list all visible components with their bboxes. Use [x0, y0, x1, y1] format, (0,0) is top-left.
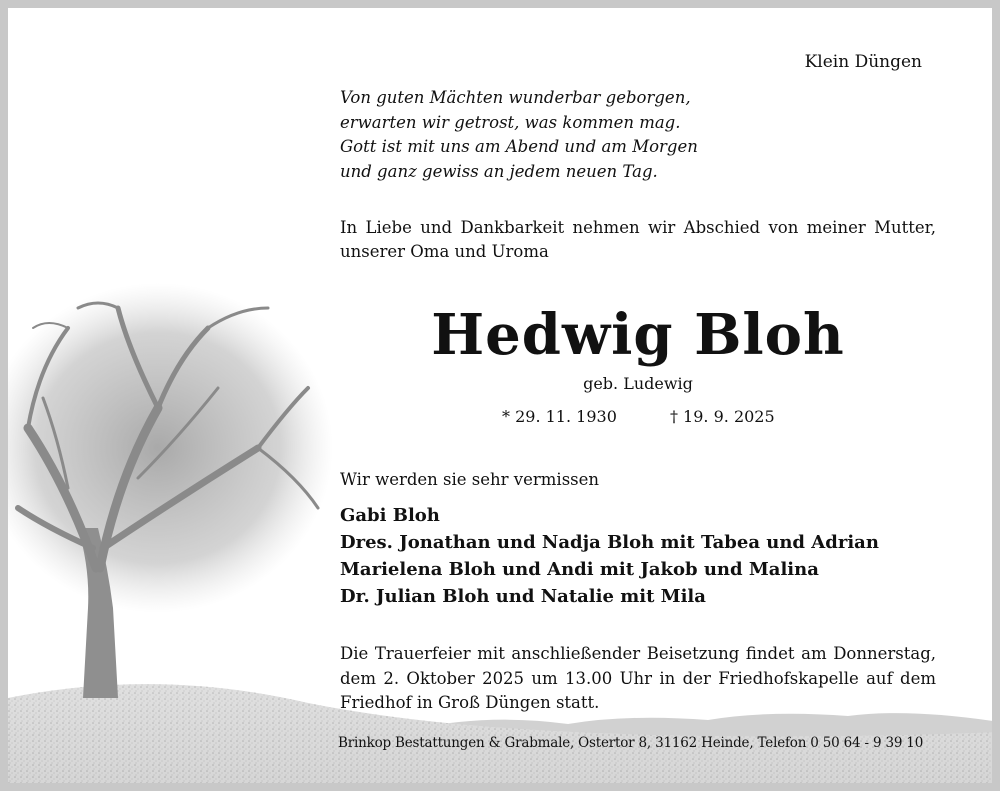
family-member: Dres. Jonathan und Nadja Bloh mit Tabea und Adrian	[340, 532, 879, 553]
family-list	[340, 502, 879, 610]
life-dates	[502, 407, 775, 426]
family-member: Marielena Bloh und Andi mit Jakob und Malina	[340, 559, 819, 580]
funeral-home-footer: Brinkop Bestattungen & Grabmale, Ostertor 8, 31162 Heinde, Telefon 0 50 64 - 9 39 10	[338, 735, 924, 751]
family-member: Dr. Julian Bloh und Natalie mit Mila	[340, 586, 706, 607]
place-name: Klein Düngen	[804, 52, 922, 72]
birth-date: * 29. 11. 1930	[502, 407, 617, 426]
family-member: Gabi Bloh	[340, 505, 440, 526]
birth-name: geb. Ludewig	[583, 374, 693, 393]
poem-line: erwarten wir getrost, was kommen mag.	[340, 112, 681, 132]
poem	[340, 86, 698, 184]
intro-text: In Liebe und Dankbarkeit nehmen wir Abschied von meiner Mutter, unserer Oma und Uroma	[340, 218, 936, 261]
deceased-name: Hedwig Bloh	[431, 302, 845, 368]
poem-line: und ganz gewiss an jedem neuen Tag.	[340, 161, 658, 181]
death-date: † 19. 9. 2025	[669, 407, 775, 426]
miss-text: Wir werden sie sehr vermissen	[340, 470, 600, 489]
poem-line: Von guten Mächten wunderbar geborgen,	[340, 88, 691, 107]
poem-line: Gott ist mit uns am Abend und am Morgen	[340, 137, 698, 156]
service-info: Die Trauerfeier mit anschließender Beisetzung findet am Donnerstag, dem 2. Oktober 2025 um 13.00 Uhr in der Friedhofskapelle auf dem Friedhof in Groß Düngen statt.	[340, 644, 936, 712]
